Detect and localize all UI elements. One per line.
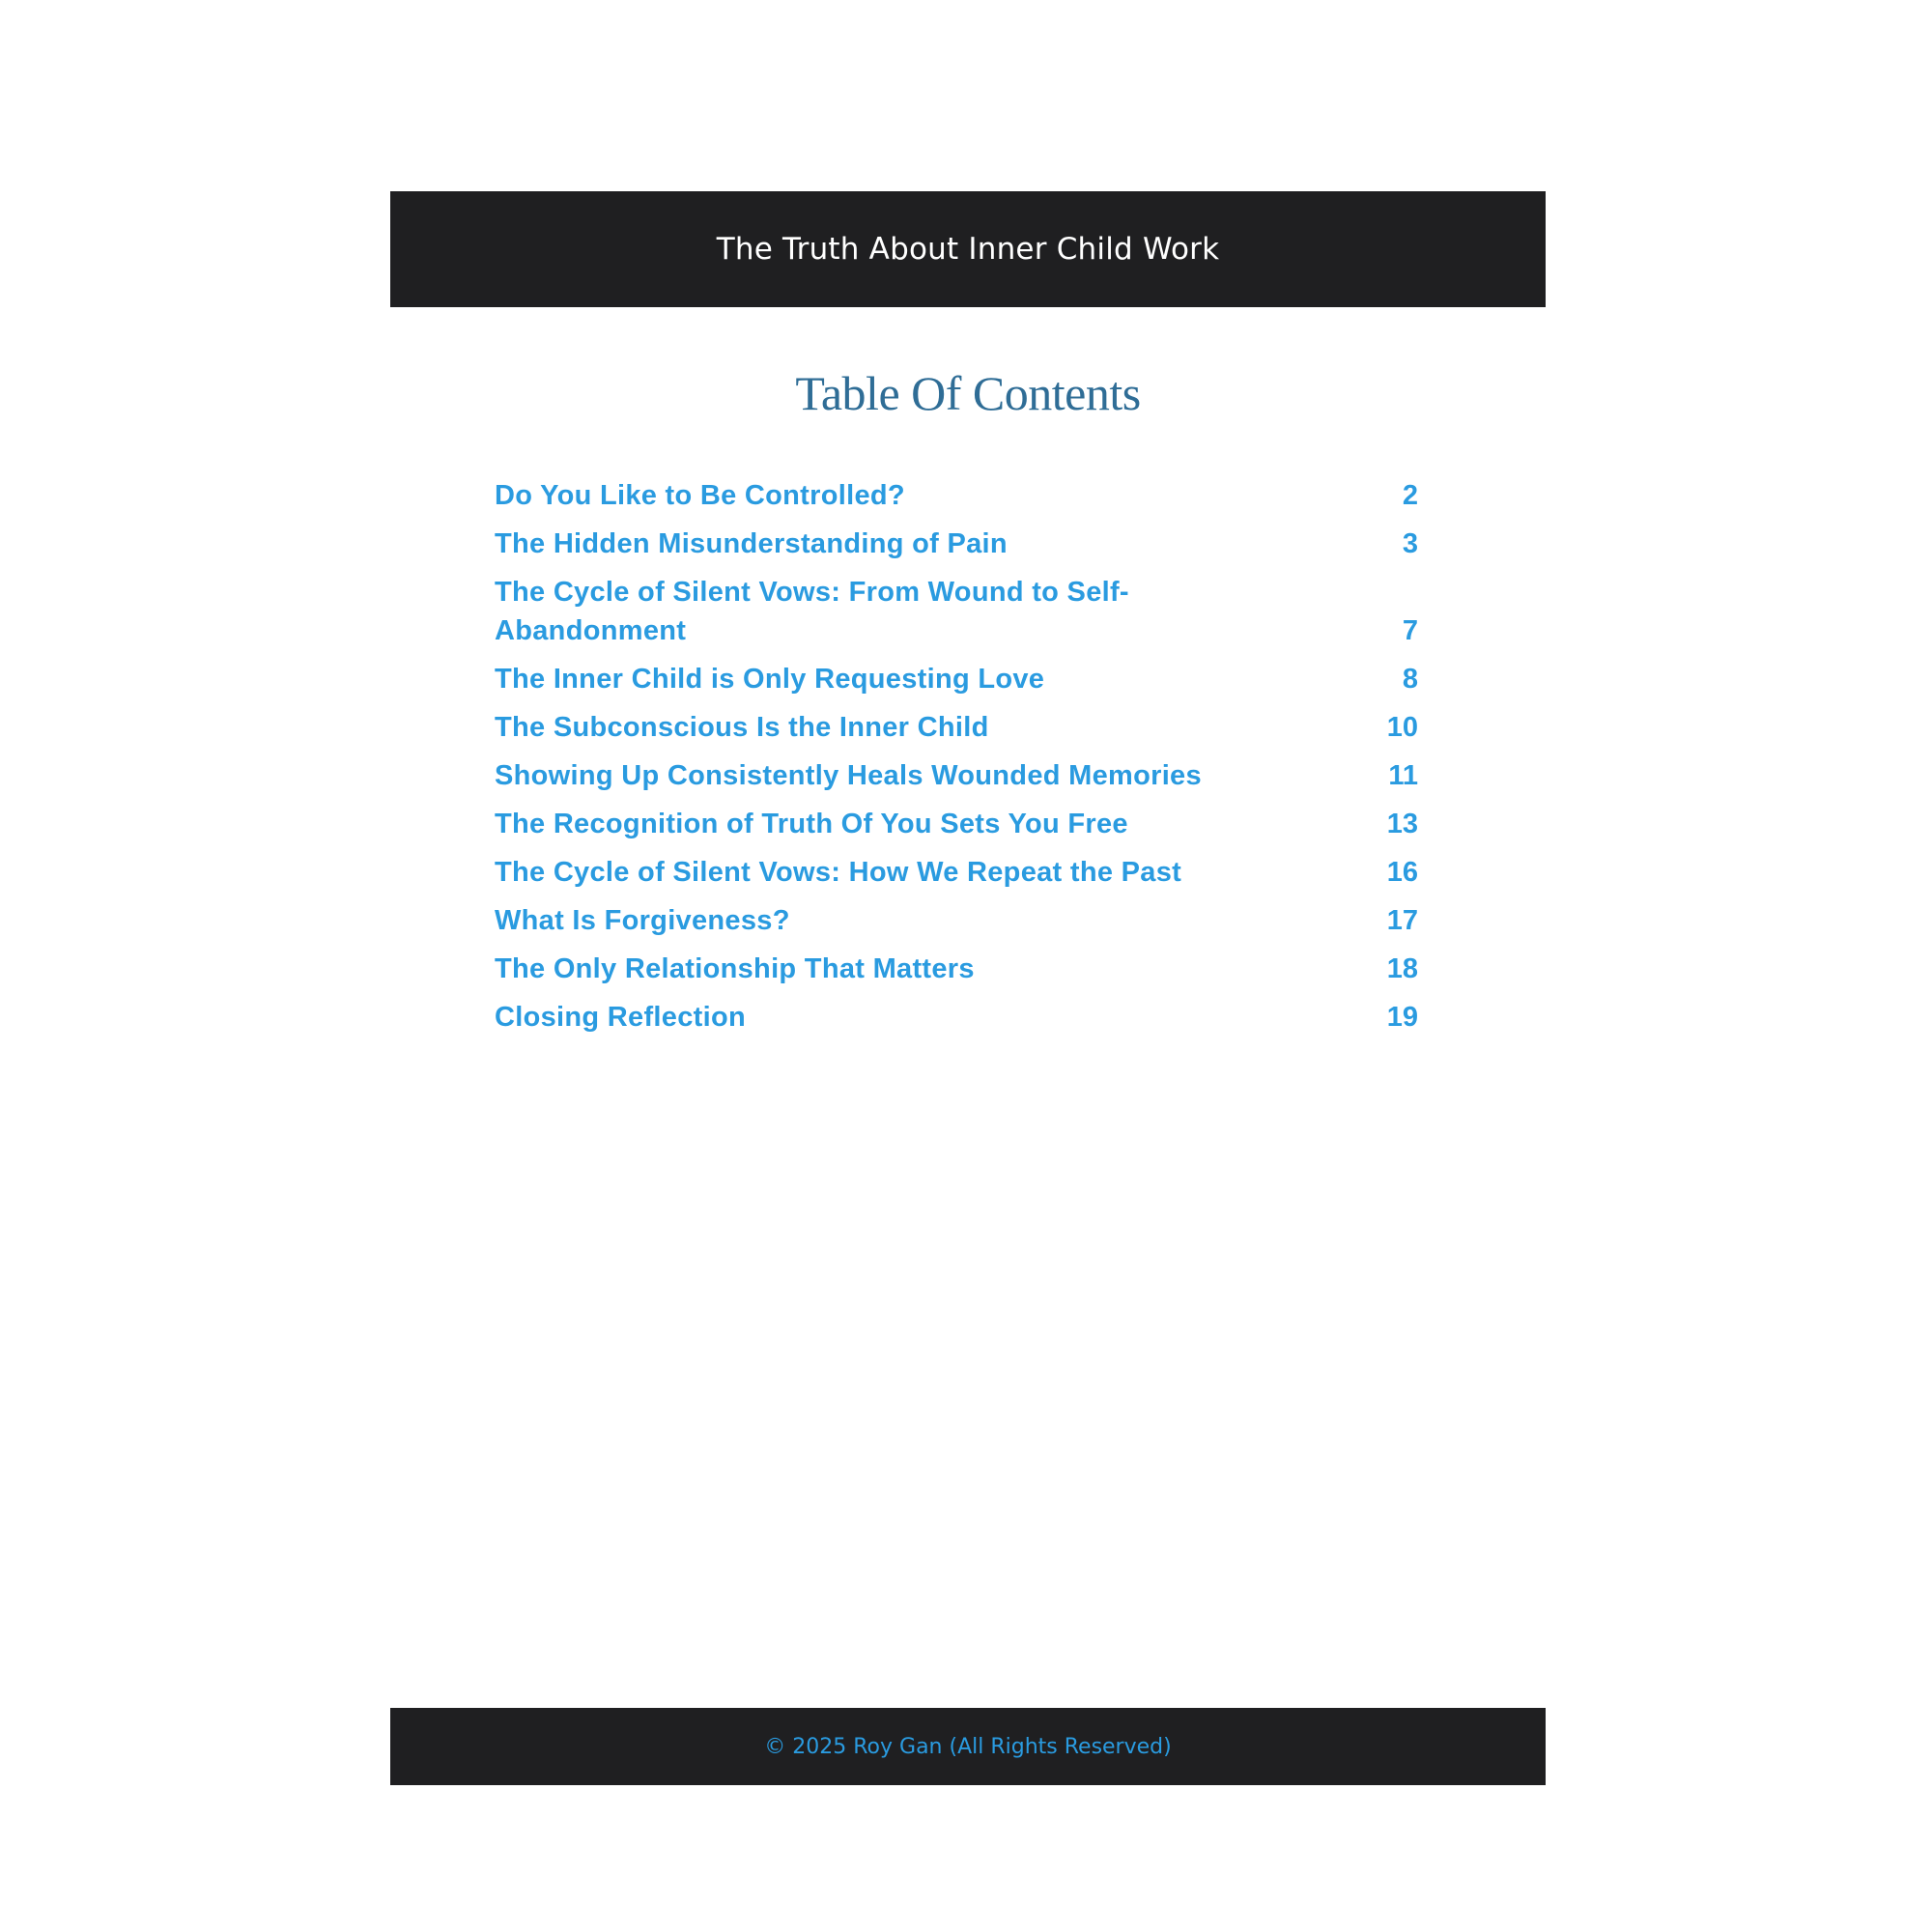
toc-entry[interactable] — [495, 476, 1418, 515]
toc-entry-page[interactable]: 8 — [1402, 664, 1418, 695]
toc-entry[interactable] — [495, 950, 1418, 988]
toc-entry-page[interactable]: 2 — [1402, 480, 1418, 511]
toc-entry[interactable] — [495, 660, 1418, 698]
toc-entry-title[interactable]: What Is Forgiveness? — [495, 905, 790, 936]
toc-entry[interactable] — [495, 525, 1418, 563]
toc-entry-page[interactable]: 7 — [1402, 615, 1418, 646]
toc-entry-page[interactable]: 13 — [1386, 809, 1418, 839]
toc-entry[interactable] — [495, 901, 1418, 940]
toc-entry[interactable] — [495, 853, 1418, 892]
toc-entry-title[interactable]: The Subconscious Is the Inner Child — [495, 712, 989, 743]
toc-entry-title[interactable]: Closing Reflection — [495, 1002, 746, 1033]
toc-entry[interactable] — [495, 805, 1418, 843]
toc-entry[interactable] — [495, 756, 1418, 795]
toc-entry-page[interactable]: 16 — [1386, 857, 1418, 888]
copyright-notice: © 2025 Roy Gan (All Rights Reserved) — [764, 1734, 1172, 1759]
toc-entry-title[interactable]: The Hidden Misunderstanding of Pain — [495, 528, 1008, 559]
table-of-contents — [495, 476, 1418, 1046]
toc-entry-title[interactable]: The Cycle of Silent Vows: How We Repeat the Past — [495, 857, 1182, 888]
document-title: The Truth About Inner Child Work — [716, 232, 1220, 267]
toc-entry[interactable] — [495, 998, 1418, 1037]
toc-entry-page[interactable]: 18 — [1386, 953, 1418, 984]
toc-entry-page[interactable]: 3 — [1402, 528, 1418, 559]
toc-entry-page[interactable]: 10 — [1386, 712, 1418, 743]
toc-entry-title[interactable]: The Inner Child is Only Requesting Love — [495, 664, 1045, 695]
toc-entry-page[interactable]: 17 — [1386, 905, 1418, 936]
toc-entry[interactable] — [495, 708, 1418, 747]
toc-entry-title[interactable]: Do You Like to Be Controlled? — [495, 480, 905, 511]
toc-entry-page[interactable]: 19 — [1386, 1002, 1418, 1033]
toc-entry-title[interactable]: The Recognition of Truth Of You Sets You Free — [495, 809, 1128, 839]
toc-heading: Table Of Contents — [795, 366, 1141, 420]
toc-entry-title[interactable]: Showing Up Consistently Heals Wounded Memories — [495, 760, 1202, 791]
toc-entry-title[interactable]: The Only Relationship That Matters — [495, 953, 975, 984]
toc-entry-title[interactable]: The Cycle of Silent Vows: From Wound to Self-Abandonment — [495, 577, 1129, 646]
page-footer — [390, 1708, 1546, 1785]
toc-entry-page[interactable]: 11 — [1388, 760, 1418, 791]
page-header — [390, 191, 1546, 307]
toc-entry[interactable] — [495, 573, 1418, 650]
